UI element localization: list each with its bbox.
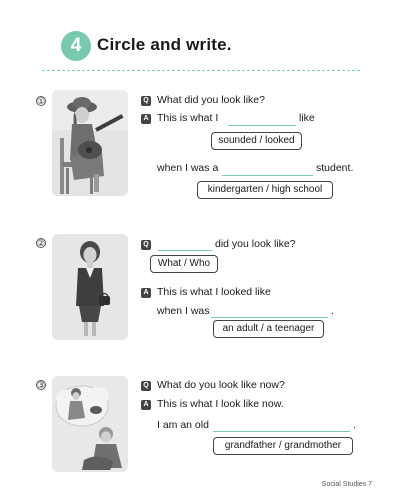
item-2-blank[interactable] [211,317,328,318]
item-2-option[interactable]: an adult / a teenager [213,320,324,338]
item-3-photo-elderly-woman-memories [52,376,128,472]
item-1-photo-girl-with-guitar [52,90,128,196]
item-1-blank-2[interactable] [222,175,313,176]
item-2-answer-line-1: This is what I looked like [157,286,271,298]
item-2-question-blank[interactable] [158,250,212,251]
item-2-marker: ② [37,238,46,248]
item-1-blank-1[interactable] [228,125,296,126]
item-1-marker: ① [37,96,46,106]
item-3-marker: ③ [37,380,46,390]
answer-label: A [141,288,151,298]
item-1-answer-line-2-end: student. [316,162,354,174]
item-2-question-end: did you look like? [215,238,296,250]
item-1-answer-end: like [299,112,315,124]
page-footer: Social Studies 7 [321,481,372,488]
answer-label: A [141,114,151,124]
question-label: Q [141,96,151,106]
question-label: Q [141,240,151,250]
item-2-photo-woman-in-suit [52,234,128,340]
exercise-number-badge: 4 [61,31,91,61]
item-3-answer-line-1: This is what I look like now. [157,398,284,410]
item-2-answer-line-2: when I was [157,305,210,317]
item-2-option-question[interactable]: What / Who [150,255,218,273]
item-1-question: What did you look like? [157,94,265,106]
item-3-answer-end: . [353,419,356,431]
header-divider [42,70,360,71]
item-3-option[interactable]: grandfather / grandmother [213,437,353,455]
item-2-answer-end: . [331,305,334,317]
item-1-answer-line-2: when I was a [157,162,219,174]
answer-label: A [141,400,151,410]
item-3-answer-line-2: I am an old [157,419,209,431]
item-1-option-2[interactable]: kindergarten / high school [197,181,333,199]
page-title: Circle and write. [97,35,232,54]
item-3-blank[interactable] [213,431,350,432]
item-1-option-1[interactable]: sounded / looked [211,132,302,150]
item-1-answer-start: This is what I [157,112,219,124]
question-label: Q [141,381,151,391]
item-3-question: What do you look like now? [157,379,285,391]
